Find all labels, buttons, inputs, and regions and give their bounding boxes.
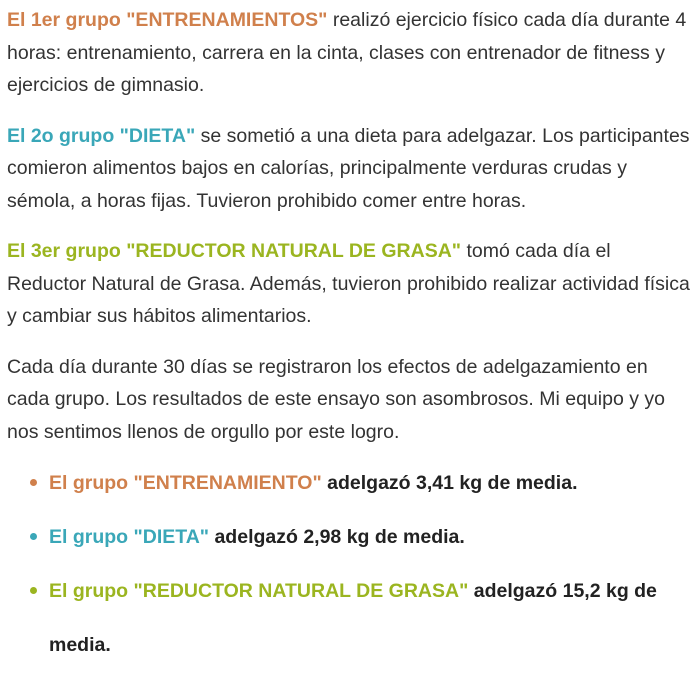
results-list <box>7 456 690 672</box>
result-training-value: adelgazó 3,41 kg de media. <box>321 472 578 494</box>
list-item <box>27 510 690 564</box>
bullet-dot-icon <box>30 533 37 540</box>
paragraph-group-fat-reducer <box>7 235 690 333</box>
group-training-description: realizó ejercicio físico cada día durante 4 horas: entrenamiento, carrera en la cinta, clases con entrenador de fitness y ejercicios de gimnasio. <box>7 9 687 96</box>
group-diet-description: se sometió a una dieta para adelgazar. Los participantes comieron alimentos bajos en calorías, principalmente verduras crudas y sémola, a horas fijas. Tuvieron prohibido comer entre horas. <box>7 124 690 212</box>
list-item <box>27 564 690 672</box>
group-training-label: El 1er grupo "ENTRENAMIENTOS" <box>7 9 328 31</box>
result-training-label: El grupo "ENTRENAMIENTO" <box>49 472 322 494</box>
list-item <box>27 456 690 510</box>
paragraph-results-intro <box>7 351 690 449</box>
bullet-dot-icon <box>30 479 37 486</box>
result-fat-reducer-label: El grupo "REDUCTOR NATURAL DE GRASA" <box>49 580 469 602</box>
paragraph-group-training <box>7 4 690 102</box>
result-fat-reducer-value: adelgazó 15,2 kg de media. <box>49 580 657 656</box>
group-fat-reducer-label: El 3er grupo "REDUCTOR NATURAL DE GRASA" <box>7 240 462 262</box>
paragraph-group-diet <box>7 120 690 218</box>
bullet-dot-icon <box>30 587 37 594</box>
group-fat-reducer-description: tomó cada día el Reductor Natural de Grasa. Además, tuvieron prohibido realizar actividad física y cambiar sus hábitos alimentarios. <box>7 240 690 327</box>
result-diet-value: adelgazó 2,98 kg de media. <box>209 526 465 548</box>
group-diet-label: El 2o grupo "DIETA" <box>7 124 196 147</box>
result-diet-label: El grupo "DIETA" <box>49 526 210 548</box>
results-intro-text: Cada día durante 30 días se registraron los efectos de adelgazamiento en cada grupo. Los resultados de este ensayo son asombrosos. Mi equipo y yo nos sentimos llenos de orgullo por este logro. <box>7 355 665 443</box>
